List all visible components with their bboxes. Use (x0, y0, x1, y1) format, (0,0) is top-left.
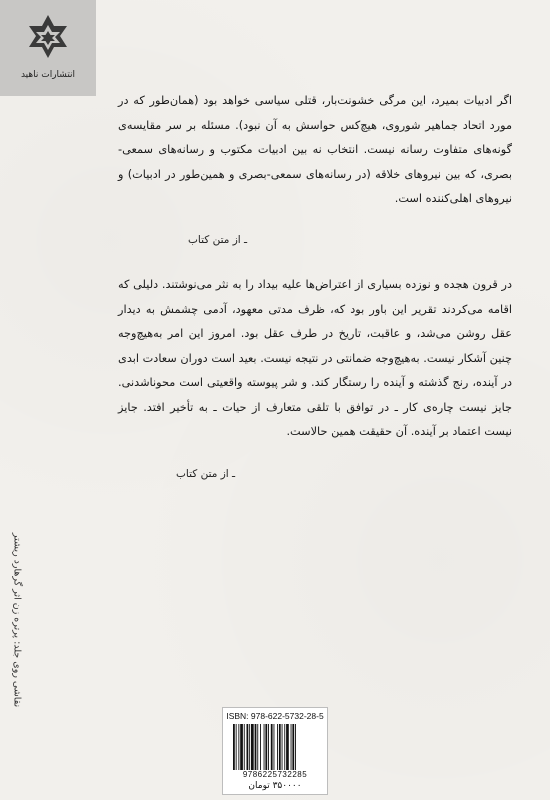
excerpt-paragraph-1: اگر ادبیات بمیرد، این مرگی خشونت‌بار، قتلی سیاسی خواهد بود (همان‌طور که در مورد اتحاد جماهیر شوروی، هیچ‌کس حواسش به آن نبود). مسئله بر سر مقایسه‌ی گونه‌های متفاوت رسانه نیست. انتخاب نه بین ادبیات مکتوب و رسانه‌های سمعی-بصری، که بین نیروهای خلاقه (در رسانه‌های سمعی-بصری و همین‌طور در ادبیات) و نیروهای اهلی‌کننده است. (118, 94, 512, 206)
barcode-bar (244, 724, 245, 770)
barcode-bar (255, 724, 257, 770)
barcode-bar (295, 724, 296, 770)
barcode-bar (291, 724, 292, 770)
barcode-label (222, 707, 328, 795)
barcode-bar (236, 724, 237, 770)
barcode-bar (279, 724, 281, 770)
barcode-bar (264, 724, 265, 770)
barcode-bar (249, 724, 250, 770)
cover-credit-text: نقاشی روی جلد: پرتره زن اثر گرهارد ریشتر (11, 532, 23, 708)
publisher-name: انتشارات ناهید (20, 70, 76, 80)
excerpt-paragraph-2: در قرون هجده و نوزده بسیاری از اعتراض‌ها علیه بیداد را به نثر می‌نوشتند. دلیلی که اقامه می‌کردند تقریر این باور بود که، ظرف مدتی معهود، آدمی چشمش به دیدار عقل روشن می‌شد، و عاقبت، تاریخ در طرف عقل بود. امروز این امر به‌هیچ‌وجه چنین آشکار نیست. به‌هیچ‌وجه ضمانتی در نتیجه نیست. بعید است دوران سعادت ابدی در آینده، رنج گذشته و آینده را رستگار کند. و شر پیوسته واقعیتی است محوناشدنی. جایز نیست چاره‌ی کار ـ در توافق با تلقی متعارف از حیات ـ به تأخیر افتد. جایز نیست اعتماد بر آینده. آن حقیقت همین حالاست. (118, 278, 512, 439)
barcode-bar (233, 724, 235, 770)
star-logo-icon (26, 14, 70, 62)
barcode-bar (286, 724, 289, 770)
barcode-bar (238, 724, 239, 770)
barcode-bar (274, 724, 275, 770)
barcode-bar (260, 724, 261, 770)
barcode-bar (271, 724, 273, 770)
barcode-bars (231, 724, 319, 770)
barcode-bar (257, 724, 258, 770)
isbn-text: ISBN: 978-622-5732-28-5 (226, 711, 324, 721)
barcode-bar (251, 724, 254, 770)
price-text: ۳۵۰۰۰۰ تومان (248, 781, 302, 791)
cover-credit (4, 520, 30, 720)
barcode-bar (282, 724, 283, 770)
barcode-bar (292, 724, 294, 770)
barcode-bar (284, 724, 285, 770)
barcode-number: 9786225732285 (242, 770, 308, 779)
barcode-bar (268, 724, 269, 770)
barcode-bar (277, 724, 278, 770)
barcode-bar (265, 724, 267, 770)
excerpt-source-2: ـ از متن کتاب (176, 468, 236, 480)
excerpt-source-1: ـ از متن کتاب (188, 234, 248, 246)
barcode-bar (247, 724, 249, 770)
publisher-logo-block (0, 0, 96, 96)
barcode-bar (240, 724, 243, 770)
